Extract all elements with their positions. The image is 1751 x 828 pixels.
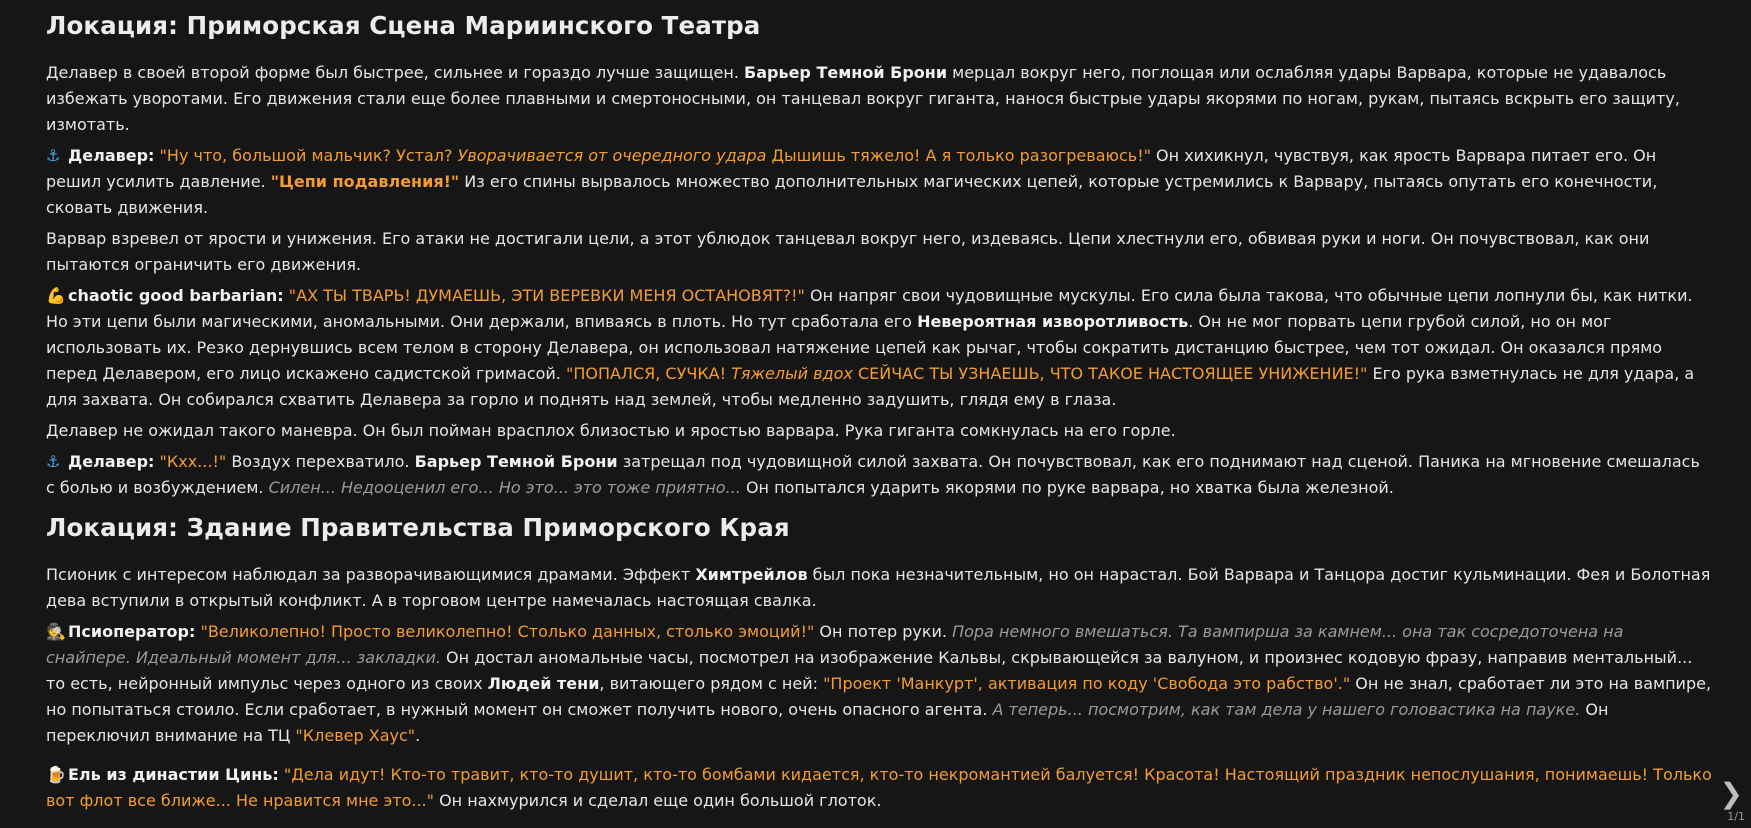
bold-text: Делавер: xyxy=(68,452,155,471)
inner-thought: А теперь... посмотрим, как там дела у нашего головастика на пауке. xyxy=(992,700,1581,719)
anchor-icon: ⚓ xyxy=(46,146,61,165)
narration-text: Его рука взметнулась не для удара, а для захвата. Он собирался схватить Делавера за горло и поднять над землей, чтобы медленно задушить, глядя ему в глаза. xyxy=(46,364,1695,409)
bold-text: Делавер: xyxy=(68,146,155,165)
narration-text: Делавер не ожидал такого маневра. Он был пойман врасплох близостью и яростью варвара. Рука гиганта сомкнулась на его горле. xyxy=(46,421,1176,440)
next-page-arrow-icon[interactable]: ❯ xyxy=(1719,777,1743,810)
narration-text: Он достал аномальные часы, посмотрел на изображение Кальвы, скрывающейся за валуном, и произнес кодовую фразу, направив ментальный... то есть, нейронный импульс через одного из своих xyxy=(46,648,1693,693)
narration-text: Варвар взревел от ярости и унижения. Его атаки не достигали цели, а этот ублюдок танцевал вокруг него, издеваясь. Цепи хлестнули его, обвивая руки и ноги. Он почувствовал, как они пытаются ограничить его движения. xyxy=(46,229,1650,274)
dialogue-quote: "Кхх...!" xyxy=(159,452,227,471)
narration-text: Делавер в своей второй форме был быстрее, сильнее и гораздо лучше защищен. xyxy=(46,63,745,82)
narration-text: Он нахмурился и сделал еще один большой глоток. xyxy=(433,791,882,810)
character-message xyxy=(46,143,1712,221)
narration-text: был пока незначительным, но он нарастал. Бой Варвара и Танцора достиг кульминации. Фея и Болотная дева вступили в открытый конфликт. А в торговом центре намечалась настоящая свалка. xyxy=(46,565,1711,610)
narration-text: Он переключил внимание на ТЦ xyxy=(46,700,1609,745)
dialogue-quote: "Великолепно! Просто великолепно! Столько данных, столько эмоций!" xyxy=(200,622,815,641)
bold-text: Невероятная изворотливость xyxy=(917,312,1189,331)
dialogue-quote: "АХ ТЫ ТВАРЬ! ДУМАЕШЬ, ЭТИ ВЕРЕВКИ МЕНЯ ОСТАНОВЯТ?!" xyxy=(288,286,805,305)
dialogue-quote: СЕЙЧАС ТЫ УЗНАЕШЬ, ЧТО ТАКОЕ НАСТОЯЩЕЕ УНИЖЕНИЕ!" xyxy=(852,364,1368,383)
narration-text: Он напряг свои чудовищные мускулы. Его сила была такова, что обычные цепи лопнули бы, как нитки. Но эти цепи были магическими, аномальными. Они держали, впиваясь в плоть. Но тут сработала его xyxy=(46,286,1693,331)
narration-paragraph xyxy=(46,418,1712,444)
narration-text: Он потер руки. xyxy=(814,622,953,641)
dialogue-quote: "Проект 'Манкурт', активация по коду 'Свобода это рабство'." xyxy=(823,674,1351,693)
bold-text: Барьер Темной Брони xyxy=(414,452,618,471)
bold-text: Барьер Темной Брони xyxy=(744,63,948,82)
narration-text: затрещал под чудовищной силой захвата. Он почувствовал, как его поднимают над сценой. Паника на мгновение смешалась с болью и возбуждением. xyxy=(46,452,1700,497)
anchor-icon: ⚓ xyxy=(46,452,61,471)
narration-text: мерцал вокруг него, поглощая или ослабляя удары Варвара, которые не удавалось избежать уворотами. Его движения стали еще более плавными и смертоносными, он танцевал вокруг гиганта, нанося быстрые удары якорями по ногам, рукам, пытаясь вскрыть его защиту, измотать. xyxy=(46,63,1680,134)
beer-mug-icon: 🍺 xyxy=(46,765,66,784)
narration-text: , витающего рядом с ней: xyxy=(599,674,824,693)
narration-text: Он не знал, сработает ли это на вампире, но попытаться стоило. Если сработает, в нужный момент он сможет получить нового, очень опасного агента. xyxy=(46,674,1712,719)
narration-text: Он хихикнул, чувствуя, как ярость Варвара питает его. Он решил усилить давление. xyxy=(46,146,1657,191)
dialogue-action: Уворачивается от очередного удара xyxy=(457,146,767,165)
narration-text: Он попытался ударить якорями по руке варвара, но хватка была железной. xyxy=(740,478,1394,497)
narration-paragraph xyxy=(46,562,1712,614)
character-message xyxy=(46,449,1712,501)
narration-text: Псионик с интересом наблюдал за разворачивающимися драмами. Эффект xyxy=(46,565,696,584)
narration-paragraph xyxy=(46,60,1712,138)
dialogue-quote: "Дела идут! Кто-то травит, кто-то душит, кто-то бомбами кидается, кто-то некромантией балуется! Красота! Настоящий праздник непослушания, понимаешь! Только вот флот все ближе... Не нравится мне это..." xyxy=(46,765,1712,810)
narration-paragraph xyxy=(46,226,1712,278)
character-message xyxy=(46,762,1712,814)
location-heading: Локация: Приморская Сцена Мариинского Театра xyxy=(46,11,761,40)
character-message xyxy=(46,283,1712,413)
dialogue-action: Тяжелый вдох xyxy=(731,364,853,383)
dialogue-quote: "ПОПАЛСЯ, СУЧКА! xyxy=(565,364,732,383)
character-message xyxy=(46,619,1712,749)
location-heading: Локация: Здание Правительства Приморского Края xyxy=(46,513,790,542)
narration-text: Воздух перехватило. xyxy=(226,452,415,471)
bold-text: chaotic good barbarian: xyxy=(68,286,284,305)
bold-text: Ель из династии Цинь: xyxy=(68,765,279,784)
narration-text: . Он не мог порвать цепи грубой силой, но он мог использовать их. Резко дернувшись всем телом в сторону Делавера, он использовал натяжение цепей как рычаг, чтобы сократить дистанцию быстрее, чем тот ожидал. Он оказался прямо перед Делавером, его лицо искажено садистской гримасой. xyxy=(46,312,1663,383)
bold-text: Людей тени xyxy=(487,674,600,693)
dialogue-quote: "Ну что, большой мальчик? Устал? xyxy=(159,146,458,165)
chat-log xyxy=(46,4,1712,819)
narration-text: Из его спины вырвалось множество дополнительных магических цепей, которые устремились к Варвару, пытаясь опутать его конечности, сковать движения. xyxy=(46,172,1658,217)
dialogue-ability: "Цепи подавления!" xyxy=(270,172,460,191)
inner-thought: Силен... Недооценил его... Но это... это тоже приятно... xyxy=(268,478,741,497)
dialogue-quote: Дышишь тяжело! А я только разогреваюсь!" xyxy=(766,146,1151,165)
page-counter: 1/1 xyxy=(1727,810,1745,823)
narration-text: . xyxy=(415,726,421,745)
dialogue-quote: "Клевер Хаус" xyxy=(295,726,416,745)
flexed-biceps-icon: 💪 xyxy=(46,286,66,305)
inner-thought: Пора немного вмешаться. Та вампирша за камнем... она так сосредоточена на снайпере. Идеальный момент для... закладки. xyxy=(46,622,1624,667)
bold-text: Химтрейлов xyxy=(695,565,808,584)
bold-text: Псиоператор: xyxy=(68,622,196,641)
detective-icon: 🕵 xyxy=(46,622,66,641)
